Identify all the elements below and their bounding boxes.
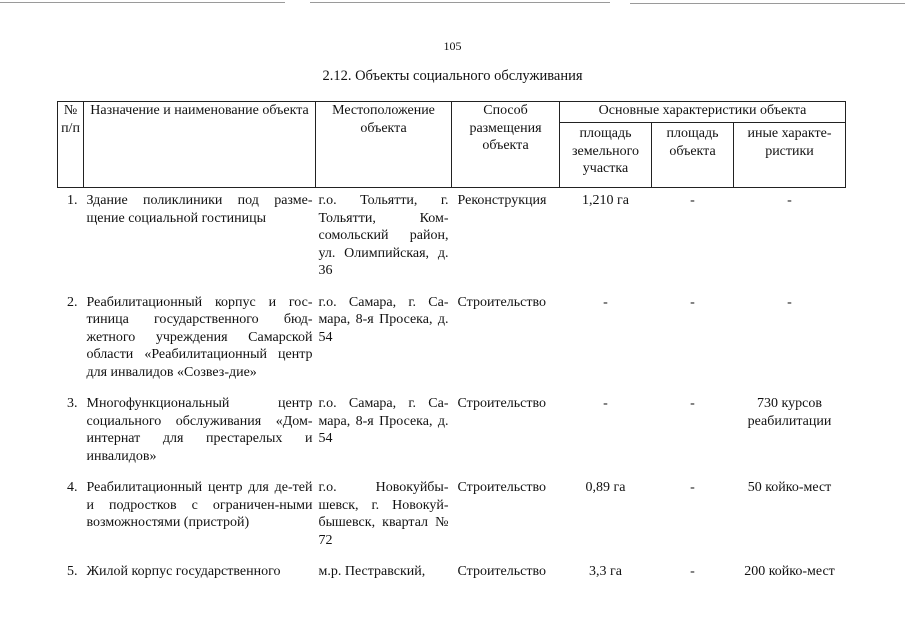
table-row [58, 395, 846, 465]
header-method: Способ размещения объекта [452, 102, 560, 188]
scan-edge-top-mid [310, 2, 610, 3]
row-location: г.о. Новокуйбы-шевск, г. Новокуй-бышевск, квартал № 72 [318, 480, 449, 548]
row-num: 1. [67, 193, 78, 208]
row-location: м.р. Пестравский, [318, 564, 426, 579]
row-name: Многофункциональный центр социального обслуживания «Дом-интернат для престарелых и инвалидов» [86, 396, 313, 464]
page-number: 105 [443, 39, 462, 53]
row-location: г.о. Самара, г. Са-мара, 8-я Просека, д. 54 [318, 294, 449, 345]
table-row [58, 192, 846, 280]
row-num: 3. [67, 396, 78, 411]
row-other: 50 койко-мест [747, 480, 832, 495]
row-location: г.о. Тольятти, г. Тольятти, Ком-сомольский район, ул. Олимпийская, д. 36 [318, 193, 449, 278]
row-name: Реабилитационный корпус и гос-тиница государственного бюд-жетного учреждения Самарской области «Реабилитационный центр для инвалидов «Созвез-дие» [86, 294, 313, 380]
row-object-area: - [690, 480, 695, 495]
header-other: иные характе-ристики [734, 123, 846, 188]
table-row [58, 294, 846, 382]
header-location: Местоположение объекта [316, 102, 452, 188]
row-object-area: - [690, 294, 695, 310]
row-land-area: 0,89 га [585, 480, 626, 495]
row-object-area: - [690, 564, 695, 579]
row-other: 730 курсов реабилитации [747, 396, 832, 429]
scan-edge-top-right [630, 3, 905, 4]
row-other: - [787, 193, 792, 208]
header-characteristics: Основные характеристики объекта [560, 102, 846, 123]
section-title: 2.12. Объекты социального обслуживания [322, 68, 583, 84]
row-land-area: 3,3 га [589, 564, 622, 579]
row-land-area: - [603, 294, 608, 310]
row-object-area: - [690, 193, 695, 208]
row-method: Реконструкция [457, 193, 547, 208]
row-location: г.о. Самара, г. Са-мара, 8-я Просека, д. 54 [318, 396, 449, 446]
row-num: 4. [67, 480, 78, 495]
header-num: № п/п [58, 102, 84, 188]
row-other: 200 койко-мест [744, 564, 835, 579]
row-num: 2. [67, 294, 78, 310]
row-method: Строительство [457, 294, 546, 310]
table-row [58, 563, 846, 581]
header-land-area: площадь земельного участка [560, 123, 652, 188]
row-name: Жилой корпус государственного [86, 564, 281, 579]
row-num: 5. [67, 564, 78, 579]
scan-edge-top-left [0, 2, 285, 3]
row-name: Реабилитационный центр для де-тей и подростков с ограничен-ными возможностями (пристрой) [86, 480, 313, 530]
row-method: Строительство [457, 396, 546, 411]
header-object-area: площадь объекта [652, 123, 734, 188]
header-name: Назначение и наименование объекта [84, 102, 316, 188]
table-row [58, 479, 846, 549]
row-land-area: 1,210 га [582, 193, 629, 208]
row-object-area: - [690, 396, 695, 411]
row-other: - [787, 294, 792, 310]
row-method: Строительство [457, 564, 546, 579]
row-name: Здание поликлиники под разме-щение социальной гостиницы [86, 193, 313, 226]
social-objects-table [57, 101, 846, 581]
row-method: Строительство [457, 480, 546, 495]
row-land-area: - [603, 396, 608, 411]
